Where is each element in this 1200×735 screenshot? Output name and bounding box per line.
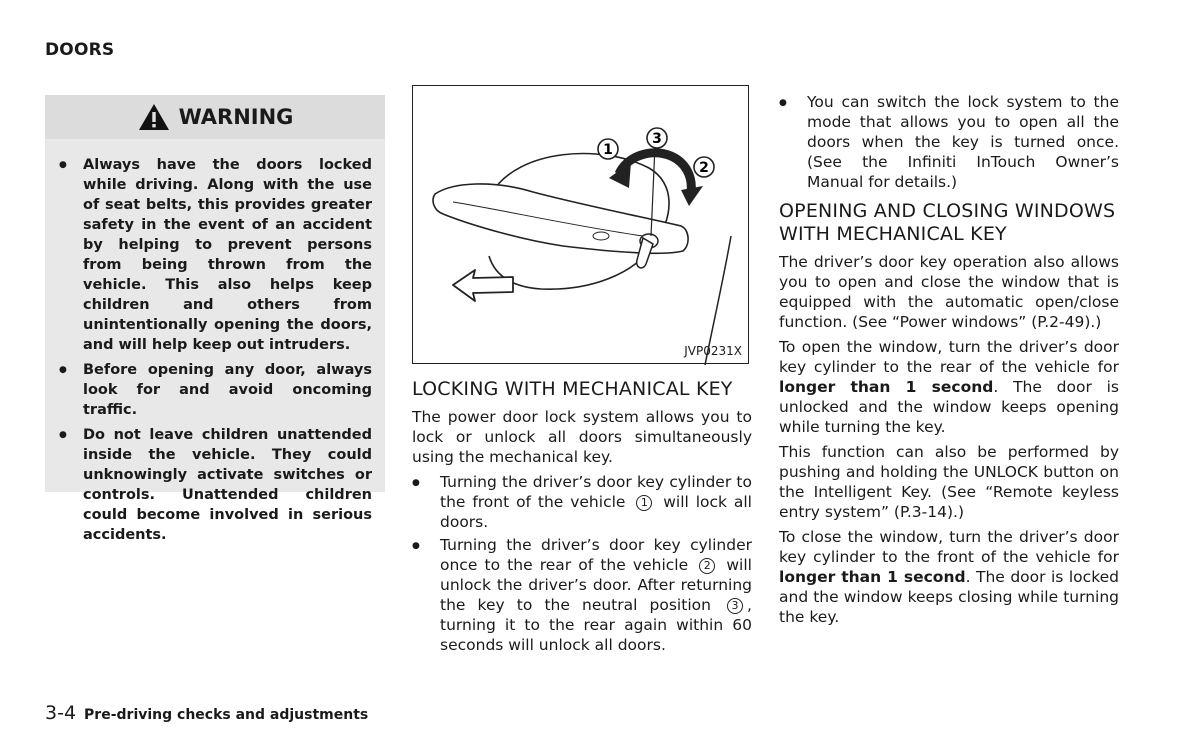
door-handle-illustration xyxy=(413,86,750,365)
windows-heading: OPENING AND CLOSING WINDOWS WITH MECHANICAL KEY xyxy=(779,200,1116,245)
windows-p4 xyxy=(779,527,1119,627)
section-header: DOORS xyxy=(45,40,115,60)
switch-note: ● You can switch the lock system to the mode that allows you to open all the doors when the key is turned once. (See the Infiniti InTouch Owner’s Manual for details.) xyxy=(779,92,1119,192)
bullet-text: will lock all doors. xyxy=(440,493,752,531)
windows-section xyxy=(779,92,1119,632)
bullet-text: Turning the driver’s door key cylinder once to the rear of the vehicle xyxy=(440,536,752,574)
windows-p1: The driver’s door key operation also allows you to open and close the window that is equipped with the automatic open/close function. (See “Power windows” (P.2-49).) xyxy=(779,253,1119,331)
paragraph-text: . The door is unlocked and the window keeps opening while turning the key. xyxy=(779,378,1119,436)
switch-note-list xyxy=(779,92,1119,192)
warning-list xyxy=(59,155,372,550)
locking-heading: LOCKING WITH MECHANICAL KEY xyxy=(412,378,733,400)
locking-bullet-1 xyxy=(412,472,752,532)
callout-1-label: 1 xyxy=(603,142,613,158)
locking-section xyxy=(412,378,752,658)
circled-number-1: 1 xyxy=(636,495,652,511)
emphasis-text: longer than 1 second xyxy=(779,378,994,396)
footer-section: Pre-driving checks and adjustments xyxy=(84,707,369,723)
warning-item: ● Before opening any door, always look for and avoid oncoming traffic. xyxy=(59,360,372,420)
paragraph-text: To open the window, turn the driver’s door key cylinder to the rear of the vehicle for xyxy=(779,338,1119,376)
locking-list xyxy=(412,472,752,655)
warning-box xyxy=(45,95,385,543)
locking-bullet-2 xyxy=(412,535,752,655)
page-footer xyxy=(45,702,368,724)
callout-2-label: 2 xyxy=(699,160,709,176)
warning-header xyxy=(45,95,385,139)
locking-intro: The power door lock system allows you to lock or unlock all doors simultaneously using the mechanical key. xyxy=(412,408,752,466)
figure-code: JVP0231X xyxy=(684,344,742,358)
warning-item: ● Do not leave children unattended inside the vehicle. They could unknowingly activate switches or controls. Unattended children could become involved in serious accidents. xyxy=(59,425,372,545)
windows-p3: This function can also be performed by pushing and holding the UNLOCK button on the Intelligent Key. (See “Remote keyless entry system” (P.3-14).) xyxy=(779,443,1119,521)
door-handle-figure xyxy=(412,85,749,364)
page-number: 3-4 xyxy=(45,702,77,724)
bullet-text: will unlock the driver’s door. After returning the key to the neutral position xyxy=(440,556,752,614)
callout-3-label: 3 xyxy=(652,131,662,147)
circled-number-3: 3 xyxy=(727,598,743,614)
paragraph-text: . The door is locked and the window keeps closing while turning the key. xyxy=(779,568,1119,626)
bullet-text: Turning the driver’s door key cylinder to the front of the vehicle xyxy=(440,473,752,511)
emphasis-text: longer than 1 second xyxy=(779,568,966,586)
warning-item: ● Always have the doors locked while driving. Along with the use of seat belts, this provides greater safety in the event of an accident by helping to prevent persons from being thrown from the vehicle. This also helps keep children and others from unintentionally opening the doors, and will help keep out intruders. xyxy=(59,155,372,355)
paragraph-text: To close the window, turn the driver’s door key cylinder to the front of the vehicle for xyxy=(779,528,1119,566)
windows-p2 xyxy=(779,337,1119,437)
warning-title: WARNING xyxy=(178,105,294,129)
bullet-text: , turning it to the rear again within 60 seconds will unlock all doors. xyxy=(440,596,752,654)
warning-triangle-icon xyxy=(137,102,171,132)
circled-number-2: 2 xyxy=(699,558,715,574)
